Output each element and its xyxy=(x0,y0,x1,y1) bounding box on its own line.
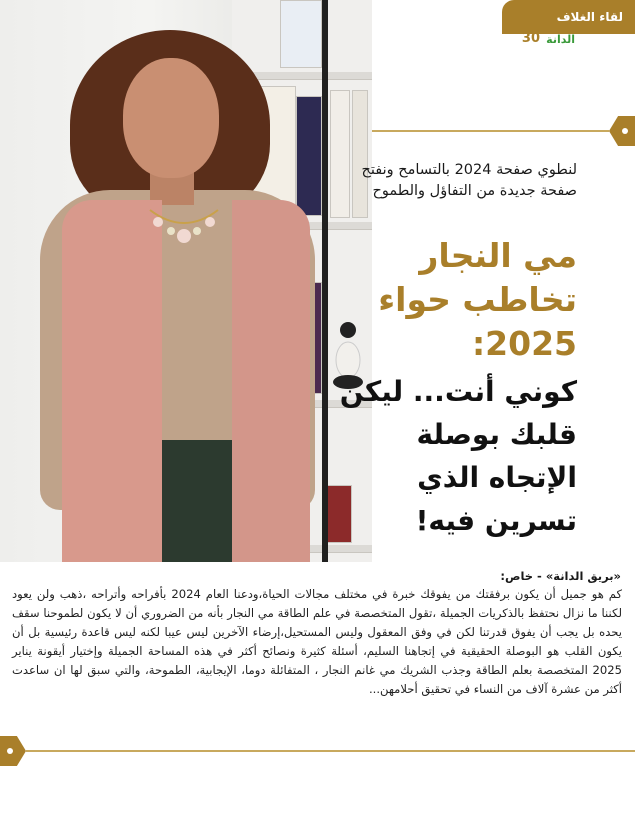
section-label: لقاء الغلاف xyxy=(556,10,623,24)
section-header-tab xyxy=(502,0,635,48)
subheadline: كوني أنت... ليكن قلبك بوصلة الإتجاه الذي تسرين فيه! xyxy=(339,375,577,537)
marker-dot xyxy=(622,128,628,134)
person-face xyxy=(123,58,219,178)
headline: مي النجار تخاطب حواء 2025: xyxy=(378,236,577,363)
book xyxy=(280,0,322,68)
magazine-logo: الدانة xyxy=(546,33,575,46)
person-vest-left xyxy=(62,200,162,562)
person-vest-right xyxy=(232,200,310,562)
person-pants xyxy=(160,440,232,562)
gold-rule xyxy=(372,130,609,132)
byline: «بريق الدانة» - خاص: xyxy=(500,569,621,583)
kicker-text: لنطوي صفحة 2024 بالتسامح ونفتح صفحة جديدة من التفاؤل والطموح xyxy=(361,162,577,199)
necklace xyxy=(148,208,220,246)
marker-dot xyxy=(7,748,13,754)
article-body: كم هو جميل أن يكون برفقتك من يفوقك خبرة في مختلف مجالات الحياة،ودعنا العام 2024 بأفراحه وأتراحه ،ذهب ولن يعود لكننا ما نزال نحتفظ بالذكريات الجميلة ،تقول المتخصصة في علم الطاقة مي النجار بأنه من الضروري أن لا يكون لطموحنا سقف يحده بل يجب أن يفوق قدرتنا لكن في وفق المعقول وليس المستحيل،إرضاء الآخرين ليس عيبا لكنه ليس قاعدة رئيسية بل أن يكون القلب هو البوصلة الحقيقية في إتجاهنا السليم، أسئلة كثيرة ونصائح أكثر في هذه المساحة الجميلة وإختيار أيقونة يناير 2025 المتخصصة بعلم الطاقة وجذب الشريك مي غانم النجار ، المتفائلة دوما، الإيجابية، الطموحة، والتي سبق لها ان ساعدت أكثر من عشرة آلاف من النساء في تحقيق أحلامهن... xyxy=(12,587,622,696)
gold-arrow-marker-icon xyxy=(0,736,26,766)
page-number: 30 xyxy=(521,31,540,46)
gold-rule xyxy=(26,750,635,752)
book xyxy=(296,96,322,216)
